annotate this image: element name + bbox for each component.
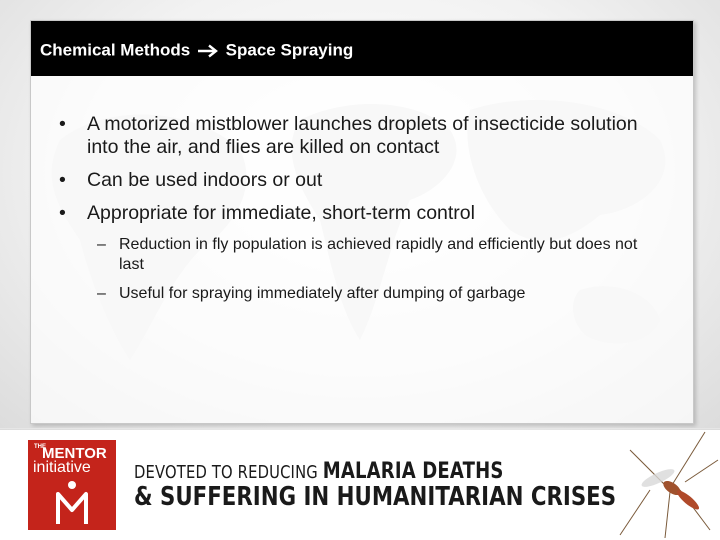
content-panel [30, 20, 694, 424]
sub-bullet-text: Useful for spraying immediately after dumping of garbage [119, 285, 526, 302]
mentor-initiative-logo [28, 440, 116, 530]
tagline-heavy: MALARIA DEATHS [322, 459, 504, 484]
bullet-marker: • [59, 169, 66, 191]
footer-divider [0, 428, 720, 429]
bullet-marker: • [59, 202, 66, 224]
title-right: Space Spraying [225, 40, 354, 60]
bullet-item [31, 113, 663, 159]
arrow-right-icon [197, 44, 219, 58]
bullet-marker: • [59, 113, 66, 135]
slide-title [40, 40, 353, 61]
sub-bullet-text: Reduction in fly population is achieved rapidly and efficiently but does not last [119, 236, 638, 273]
sub-bullet-marker: – [97, 285, 106, 302]
mentor-figure-icon [52, 480, 92, 526]
tagline-light: DEVOTED TO REDUCING [134, 462, 318, 483]
title-left: Chemical Methods [40, 40, 191, 60]
bullet-text: Can be used indoors or out [87, 169, 323, 191]
sub-bullet-item [31, 235, 663, 275]
sub-bullet-item [31, 284, 663, 304]
sub-bullet-marker: – [97, 236, 106, 253]
tagline-line-2: & SUFFERING IN HUMANITARIAN CRISES [134, 482, 617, 512]
bullet-text: Appropriate for immediate, short-term control [87, 202, 475, 224]
tagline-line-1 [134, 459, 616, 484]
bullet-item [31, 169, 663, 192]
title-bar [31, 21, 693, 76]
bullet-list [31, 113, 693, 313]
mosquito-icon [610, 430, 720, 540]
bullet-text: A motorized mistblower launches droplets of insecticide solution into the air, and flies are killed on contact [87, 113, 638, 158]
bullet-item [31, 202, 663, 225]
logo-the: THE [34, 444, 46, 450]
logo-mentor: MENTOR [42, 445, 107, 462]
logo-initiative: initiative [33, 459, 91, 476]
